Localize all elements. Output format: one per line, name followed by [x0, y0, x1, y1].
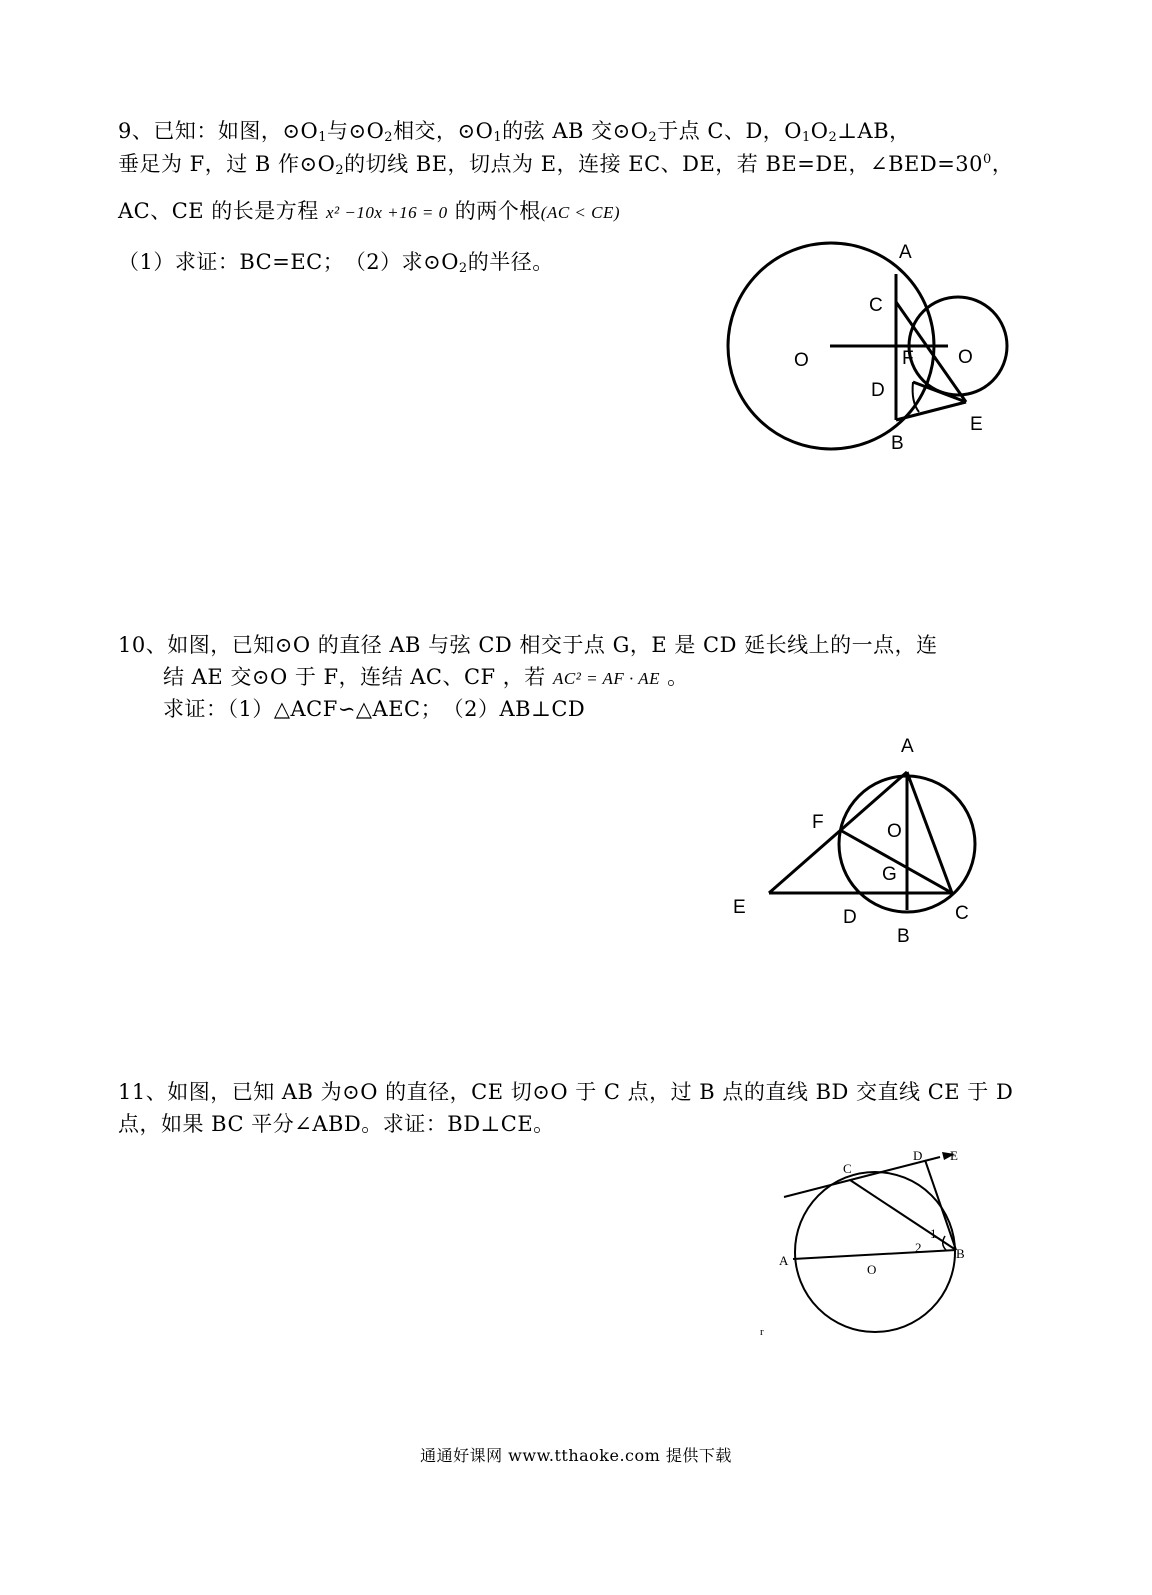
- problem10-line1: 10、如图，已知⊙O 的直径 AB 与弦 CD 相交于点 G，E 是 CD 延长线上的一点，连: [118, 633, 938, 657]
- label-o: O: [887, 821, 902, 842]
- label-b: B: [891, 433, 904, 454]
- problem9-line2: 垂足为 F，过 B 作$⊙O_2$的切线 BE，切点为 E，连接 EC、DE，若 BE=DE，$\angle BED=30^0$，: [118, 152, 1014, 178]
- label-c: C: [955, 903, 969, 924]
- label-b: B: [956, 1246, 965, 1261]
- label-g: G: [882, 864, 897, 885]
- label-f: F: [902, 348, 914, 369]
- equation: x² −10x +16 = 0: [326, 203, 448, 222]
- label-c: C: [869, 295, 883, 316]
- stray-mark: r: [760, 1326, 764, 1338]
- footer-text: 通通好课网 www.tthaoke.com 提供下载: [420, 1446, 732, 1465]
- problem9-figure: [700, 230, 1030, 460]
- label-c: C: [843, 1161, 852, 1176]
- label-o: O: [867, 1262, 877, 1277]
- problem10-line3: 求证：（1）△ACF∽△AEC； （2）AB⊥CD: [163, 697, 586, 721]
- label-e: E: [950, 1148, 958, 1163]
- problem9-line3: AC、CE 的长是方程 x² −10x +16 = 0 的两个根(AC < CE): [118, 199, 621, 223]
- label-f: F: [812, 812, 824, 833]
- label-a: A: [901, 736, 914, 757]
- equation: AC² = AF · AE: [553, 669, 660, 688]
- problem11-line1: 11、如图，已知 AB 为⊙O 的直径，CE 切⊙O 于 C 点，过 B 点的直线 BD 交直线 CE 于 D: [118, 1080, 1014, 1104]
- problem10-line2: 结 AE 交⊙O 于 F，连结 AC、CF ，若 AC² = AF · AE 。: [163, 665, 689, 689]
- problem11-line2: 点，如果 BC 平分∠ABD。求证：BD⊥CE。: [118, 1112, 555, 1136]
- problem9-line4: （1）求证：BC=EC； （2）求$⊙O_2$的半径。: [118, 250, 554, 276]
- label-d: D: [913, 1148, 923, 1163]
- problem11-figure: [760, 1140, 1000, 1340]
- label-a: A: [899, 242, 912, 263]
- label-e: E: [970, 414, 983, 435]
- label-b: B: [897, 926, 910, 945]
- label-o1: O: [794, 350, 809, 371]
- label-d: D: [843, 907, 857, 928]
- condition: (AC < CE): [540, 203, 621, 222]
- label-a: A: [779, 1253, 789, 1268]
- problem9-line1: 9、已知：如图，$⊙O_1$与$⊙O_2$相交，$⊙O_1$的弦 AB 交$⊙O_2$于点 C、D，$O_1O_2\perp AB$，: [118, 119, 911, 145]
- label-d: D: [871, 380, 885, 401]
- label-e: E: [733, 897, 746, 918]
- label-angle2: 2: [915, 1240, 922, 1255]
- label-angle1: 1: [930, 1226, 937, 1241]
- problem10-figure: [725, 730, 985, 945]
- label-o2: O: [958, 347, 973, 368]
